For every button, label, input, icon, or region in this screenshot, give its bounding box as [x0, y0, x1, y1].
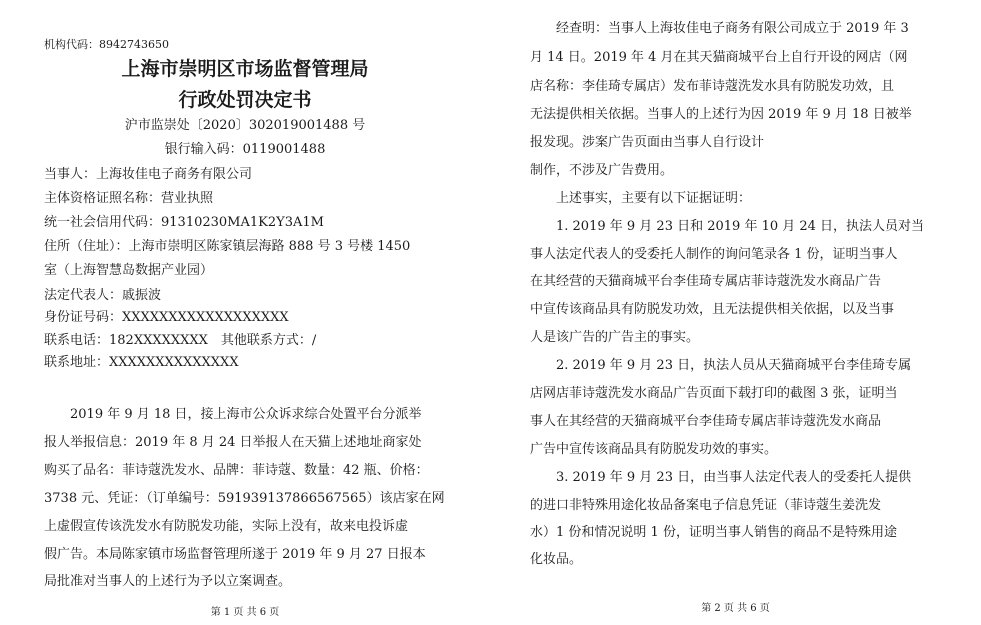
paragraph-line: 2019 年 9 月 18 日，接上海市公众诉求综合处置平台分派举 — [44, 407, 422, 422]
party-line: 室（上海智慧岛数据产业园） — [44, 263, 214, 278]
paragraph-line: 经查明：当事人上海妆佳电子商务有限公司成立于 2019 年 3 — [530, 21, 909, 36]
paragraph-line: 报人举报信息：2019 年 8 月 24 日举报人在天猫上述地址商家处 — [44, 435, 422, 450]
party-line: 身份证号码：XXXXXXXXXXXXXXXXXX — [44, 310, 289, 325]
bank-input-code: 银行输入码：0119001488 — [164, 142, 326, 157]
paragraph-line: 月 14 日。2019 年 4 月在其天猫商城平台上自行开设的网店（网 — [530, 50, 908, 65]
document-page-2 — [490, 0, 981, 625]
paragraph-line: 报发现。涉案广告页面由当事人自行设计 — [530, 135, 765, 150]
paragraph-line: 事人法定代表人的受委托人制作的询问笔录各 1 份，证明当事人 — [530, 247, 898, 262]
party-line: 联系地址：XXXXXXXXXXXXXX — [44, 355, 239, 370]
paragraph-line: 购买了品名：菲诗蔻洗发水、品牌：菲诗蔻、数量：42 瓶、价格： — [44, 463, 429, 478]
paragraph-line: 化妆品。 — [530, 552, 583, 567]
party-line: 住所（住址）：上海市崇明区陈家镇层海路 888 号 3 号楼 1450 — [44, 239, 411, 254]
org-code: 机构代码：8942743650 — [44, 38, 169, 51]
paragraph-line: 在其经营的天猫商城平台李佳琦专属店菲诗蔻洗发水商品广告 — [530, 274, 882, 289]
paragraph-line: 店网店菲诗蔻洗发水商品广告页面下载打印的截图 3 张，证明当 — [530, 386, 898, 401]
party-line: 联系电话：182XXXXXXXX 其他联系方式：/ — [44, 333, 317, 348]
paragraph-line: 制作，不涉及广告费用。 — [530, 163, 674, 178]
paragraph-line: 3738 元、凭证：（订单编号：591939137866567565）该店家在网 — [44, 491, 445, 506]
paragraph-line: 假广告。本局陈家镇市场监督管理所遂于 2019 年 9 月 27 日报本 — [44, 547, 426, 562]
paragraph-line: 店名称：李佳琦专属店）发布菲诗蔻洗发水具有防脱发功效，且 — [530, 79, 895, 94]
paragraph-line: 事人在其经营的天猫商城平台李佳琦专属店菲诗蔻洗发水商品 — [530, 414, 882, 429]
paragraph-line: 上虚假宣传该洗发水有防脱发功能，实际上没有，故来电投诉虚 — [44, 519, 409, 534]
document-type-title: 行政处罚决定书 — [178, 89, 312, 111]
party-line: 法定代表人：戚振波 — [44, 288, 162, 303]
paragraph-line: 人是该广告的广告主的事实。 — [530, 330, 700, 345]
paragraph-line: 的进口非特殊用途化妆品备案电子信息凭证（菲诗蔻生姜洗发 — [530, 498, 882, 513]
document-number: 沪市监崇处〔2020〕302019001488 号 — [124, 118, 366, 133]
document-page-1 — [0, 0, 490, 625]
party-line: 统一社会信用代码：91310230MA1K2Y3A1M — [44, 215, 324, 230]
paragraph-line: 3. 2019 年 9 月 23 日，由当事人法定代表人的受委托人提供 — [530, 470, 912, 485]
paragraph-line: 2. 2019 年 9 月 23 日，执法人员从天猫商城平台李佳琦专属 — [530, 358, 912, 373]
paragraph-line: 水）1 份和情况说明 1 份，证明当事人销售的商品不是特殊用途 — [530, 525, 897, 540]
party-line: 主体资格证照名称：营业执照 — [44, 191, 214, 206]
paragraph-line: 上述事实，主要有以下证据证明： — [530, 191, 752, 206]
page-footer: 第 2 页 共 6 页 — [701, 603, 770, 614]
paragraph-line: 广告中宣传该商品具有防脱发功效的事实。 — [530, 442, 778, 457]
party-line: 当事人：上海妆佳电子商务有限公司 — [44, 167, 253, 182]
paragraph-line: 局批准对当事人的上述行为予以立案调查。 — [44, 574, 292, 589]
paragraph-line: 中宣传该商品具有防脱发功效，且无法提供相关依据，以及当事 — [530, 302, 895, 317]
page-footer: 第 1 页 共 6 页 — [210, 607, 280, 618]
paragraph-line: 无法提供相关依据。当事人的上述行为因 2019 年 9 月 18 日被举 — [530, 107, 912, 122]
paragraph-line: 1. 2019 年 9 月 23 日和 2019 年 10 月 24 日，执法人员对当 — [530, 219, 925, 234]
issuing-authority-title: 上海市崇明区市场监督管理局 — [121, 58, 369, 80]
